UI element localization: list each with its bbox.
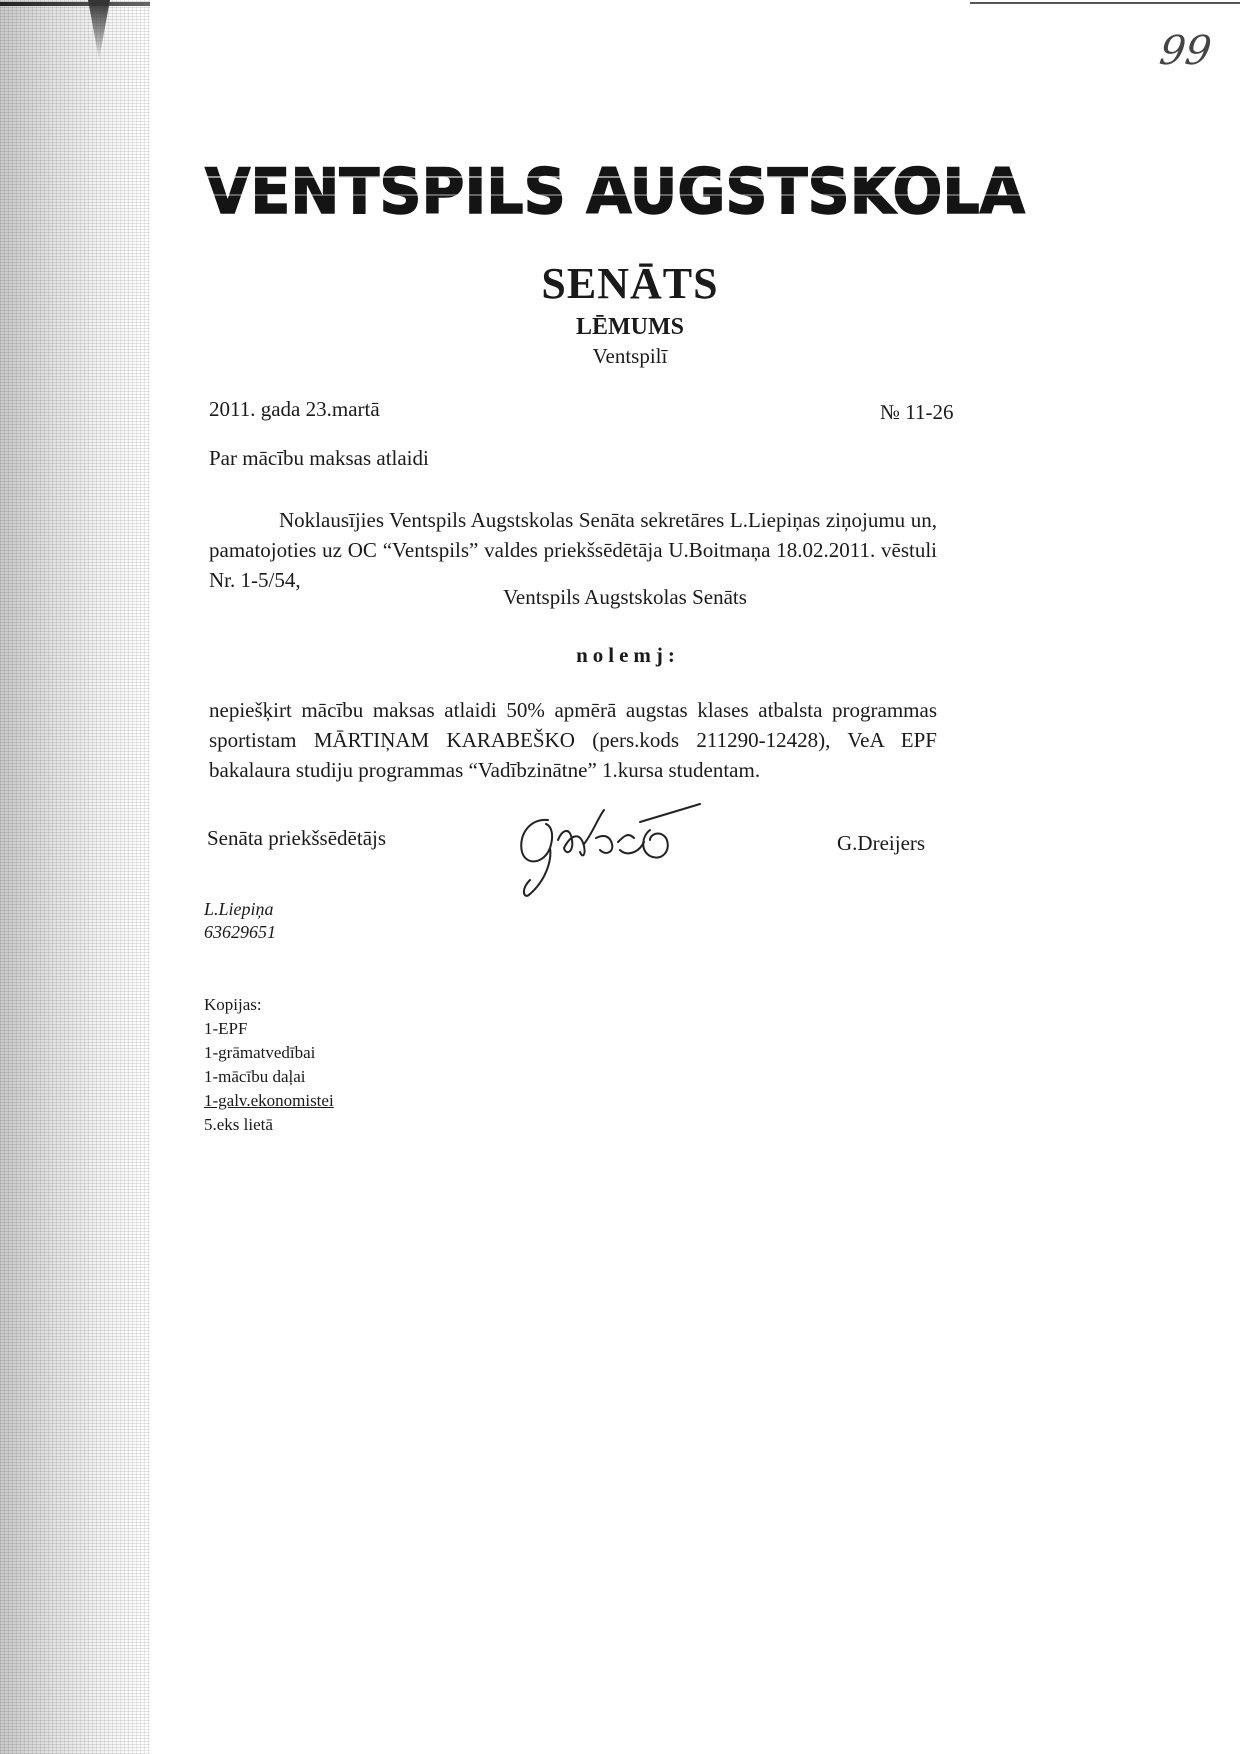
decision-heading: LĒMUMS xyxy=(576,314,684,340)
copies-heading: Kopijas: xyxy=(204,995,262,1014)
signatory-title: Senāta priekšsēdētājs xyxy=(207,826,387,850)
copies-item: 1-grāmatvedībai xyxy=(204,1043,316,1062)
copies-item: 5.eks lietā xyxy=(204,1115,273,1134)
decision-number: № 11-26 xyxy=(880,400,954,424)
handwritten-signature xyxy=(500,790,720,900)
handwritten-page-number: 99 xyxy=(1156,28,1215,74)
preamble-paragraph: Noklausījies Ventspils Augstskolas Senāta sekretāres L.Liepiņas ziņojumu un, pamatojoties uz OC “Ventspils” valdes priekšsēdētāja U.Boitmaņa 18.02.2011. vēstuli Nr. 1-5/54, xyxy=(209,508,937,592)
decision-subject: Par mācību maksas atlaidi xyxy=(209,446,429,470)
scan-edge-line xyxy=(0,2,150,6)
copies-item: 1-galv.ekonomistei xyxy=(204,1091,334,1110)
place-line: Ventspilī xyxy=(592,344,668,368)
copies-list xyxy=(204,993,334,1137)
copies-item: 1-EPF xyxy=(204,1019,248,1038)
signatory-name: G.Dreijers xyxy=(837,831,926,855)
copies-item: 1-mācību daļai xyxy=(204,1067,306,1086)
scan-top-rule xyxy=(970,2,1240,4)
prepared-by-phone: 63629651 xyxy=(204,922,276,942)
decides-heading: nolemj: xyxy=(576,643,680,667)
svg-text:VENTSPILS AUGSTSKOLA: VENTSPILS AUGSTSKOLA xyxy=(205,155,1026,227)
issuing-body: Ventspils Augstskolas Senāts xyxy=(503,585,747,609)
prepared-by-name: L.Liepiņa xyxy=(204,899,274,919)
decision-paragraph: nepiešķirt mācību maksas atlaidi 50% apmērā augstas klases atbalsta programmas sportistam MĀRTIŅAM KARABEŠKO (pers.kods 211290-12428), VeA EPF bakalaura studiju programmas “Vadībzinātne” 1.kursa studentam. xyxy=(209,698,937,782)
letterhead-logo xyxy=(200,155,1030,227)
decision-date: 2011. gada 23.martā xyxy=(209,397,380,421)
senate-heading: SENĀTS xyxy=(541,259,719,308)
